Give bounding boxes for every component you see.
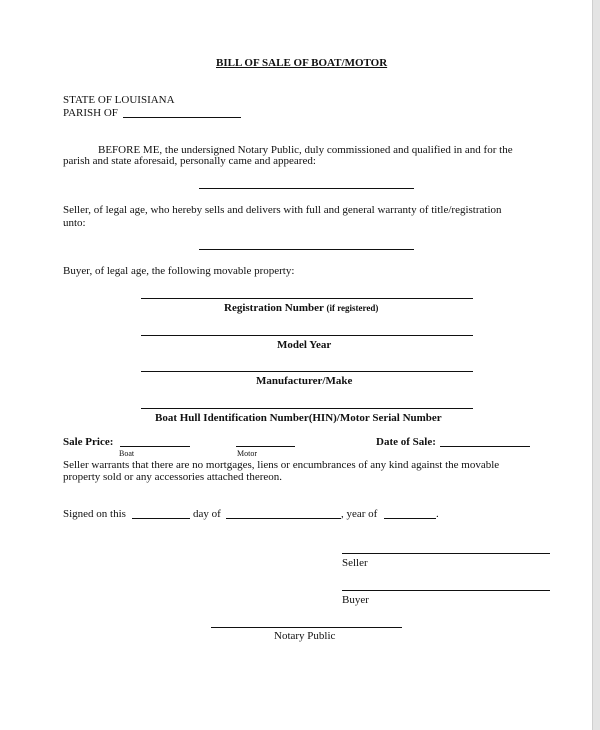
model-year-label: Model Year [277, 339, 332, 351]
sale-price-label: Sale Price: [63, 436, 114, 448]
seller-line-1: Seller, of legal age, who hereby sells and delivers with full and general warranty of title/registration [63, 204, 502, 216]
signed-period: . [436, 508, 439, 520]
year-of-label: , year of [341, 508, 378, 520]
boat-price-caption: Boat [119, 449, 135, 458]
signed-month-blank-line[interactable] [226, 518, 341, 519]
before-me-line-1: BEFORE ME, the undersigned Notary Public, duly commissioned and qualified in and for the [98, 144, 513, 156]
day-of-label: day of [193, 508, 221, 520]
signed-on-label: Signed on this [63, 508, 126, 520]
document-title: BILL OF SALE OF BOAT/MOTOR [216, 57, 388, 69]
seller-signature-line[interactable] [342, 553, 550, 554]
date-of-sale-label: Date of Sale: [376, 436, 436, 448]
boat-price-blank-line[interactable] [120, 446, 190, 447]
manufacturer-label: Manufacturer/Make [256, 375, 353, 387]
motor-price-caption: Motor [237, 449, 257, 458]
warranty-line-1: Seller warrants that there are no mortgages, liens or encumbrances of any kind against the movable [63, 459, 500, 471]
seller-signature-label: Seller [342, 557, 368, 569]
signed-day-blank-line[interactable] [132, 518, 190, 519]
state-label: STATE OF LOUISIANA [63, 94, 175, 106]
signed-year-blank-line[interactable] [384, 518, 436, 519]
appearer-blank-line[interactable] [199, 188, 414, 189]
parish-blank-line[interactable] [123, 117, 241, 118]
registration-number-text: Registration Number [224, 302, 324, 314]
date-of-sale-blank-line[interactable] [440, 446, 530, 447]
motor-price-blank-line[interactable] [236, 446, 295, 447]
buyer-signature-line[interactable] [342, 590, 550, 591]
scrollbar[interactable] [593, 0, 600, 730]
seller-line-2: unto: [63, 217, 86, 229]
parish-label: PARISH OF [63, 107, 118, 119]
before-me-line-2: parish and state aforesaid, personally came and appeared: [63, 155, 316, 167]
hin-blank-line[interactable] [141, 408, 473, 409]
notary-label: Notary Public [274, 630, 336, 642]
manufacturer-blank-line[interactable] [141, 371, 473, 372]
buyer-signature-label: Buyer [342, 594, 369, 606]
warranty-line-2: property sold or any accessories attached thereon. [63, 471, 282, 483]
hin-label: Boat Hull Identification Number(HIN)/Motor Serial Number [155, 412, 442, 424]
model-year-blank-line[interactable] [141, 335, 473, 336]
buyer-name-blank-line[interactable] [199, 249, 414, 250]
registration-note: (if registered) [326, 303, 379, 313]
registration-blank-line[interactable] [141, 298, 473, 299]
registration-label [224, 302, 378, 315]
notary-signature-line[interactable] [211, 627, 402, 628]
buyer-property-line: Buyer, of legal age, the following movable property: [63, 265, 295, 277]
